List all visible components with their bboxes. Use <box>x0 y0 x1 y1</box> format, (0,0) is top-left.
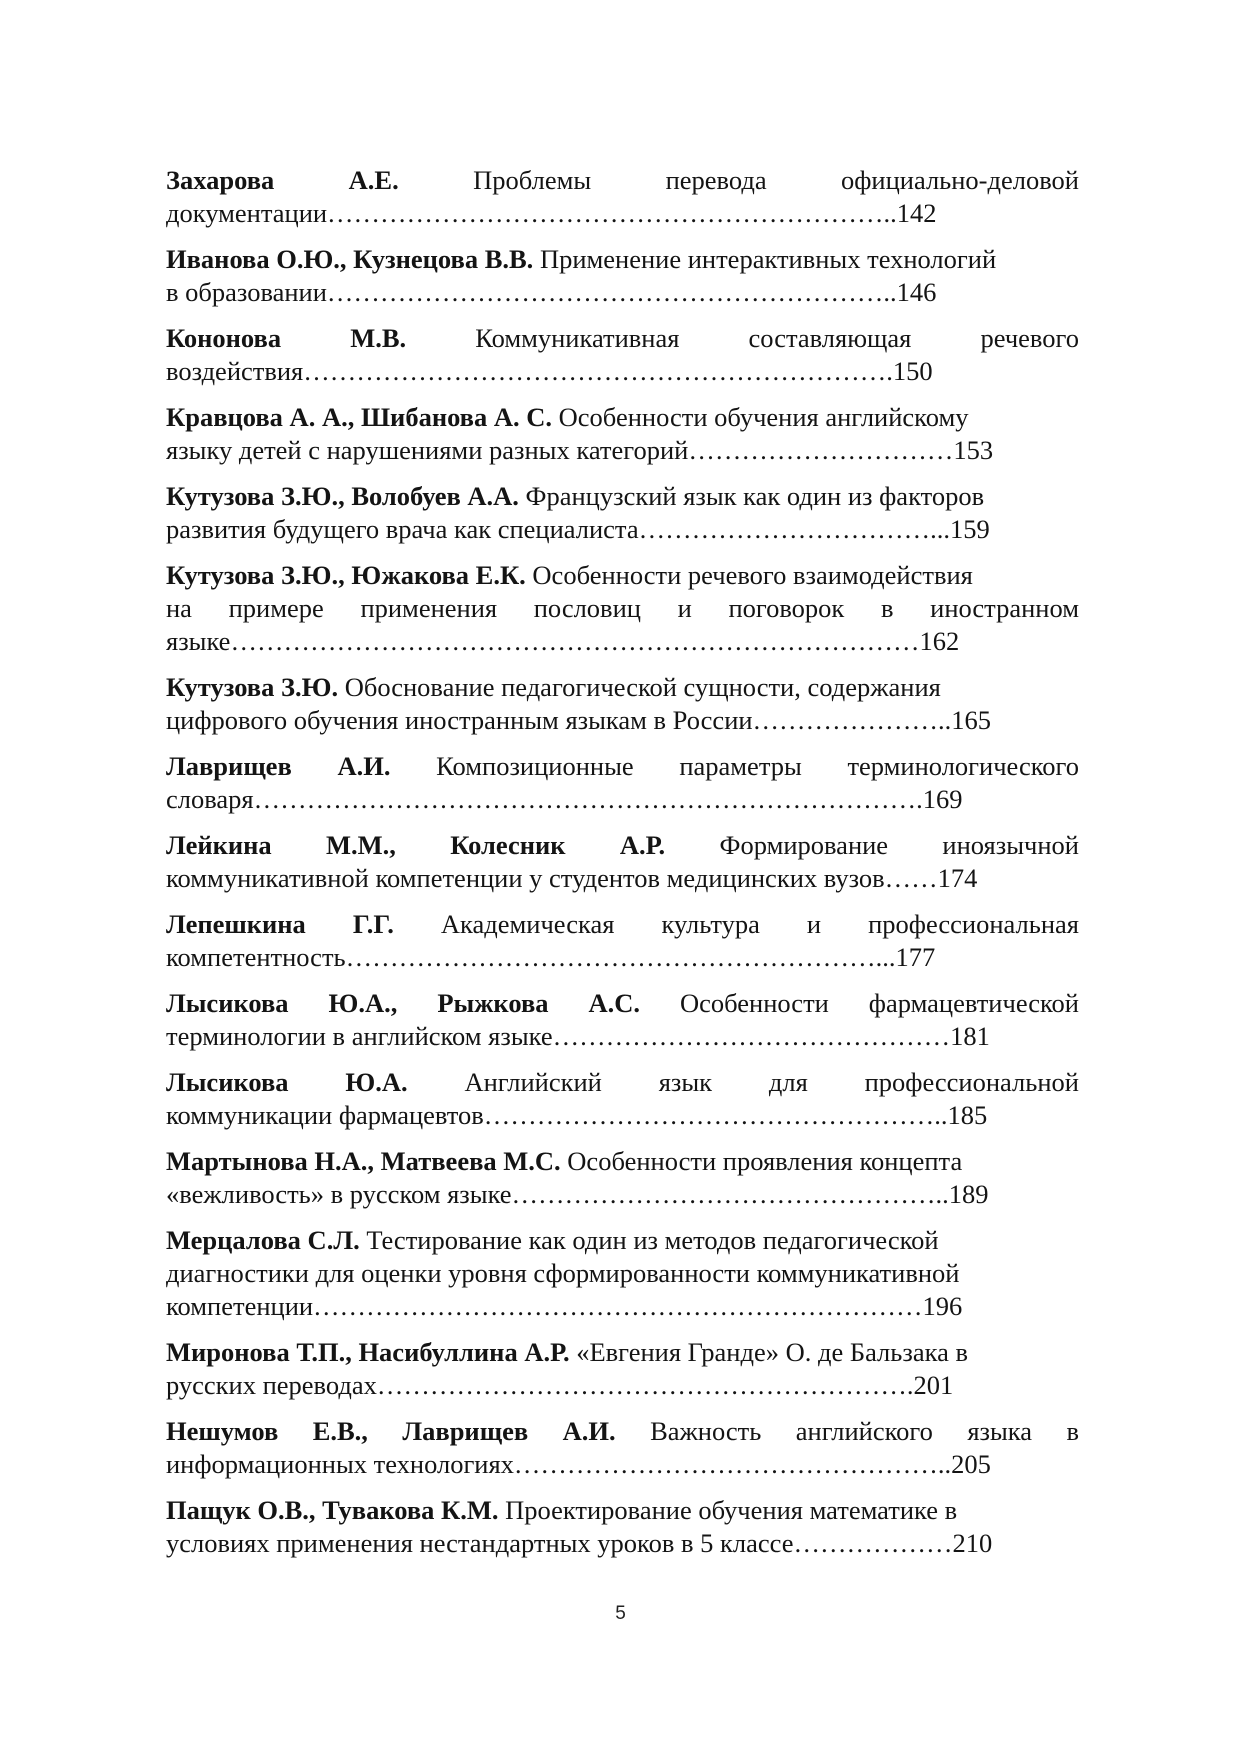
entry-title-word: в <box>1066 1416 1079 1446</box>
toc-entry-line <box>166 197 1079 230</box>
toc-entry-line <box>166 1448 1079 1481</box>
entry-title-word: поговорок <box>728 593 845 623</box>
toc-entry <box>166 1224 1079 1323</box>
entry-title-word: фармацевтической <box>868 988 1079 1018</box>
entry-title-word: профессиональной <box>864 1067 1079 1097</box>
entry-author-word: А.И. <box>337 751 391 781</box>
entry-author-word: Лысикова <box>166 1067 289 1097</box>
entry-author-word: Лейкина <box>166 830 272 860</box>
entry-title: Особенности речевого взаимодействия <box>525 560 973 590</box>
toc-entry-line <box>166 1145 1079 1178</box>
entry-author-word: Лепешкина <box>166 909 306 939</box>
entry-author-word: Кононова <box>166 323 282 353</box>
toc-entry-line <box>166 987 1079 1020</box>
entry-author-word: М.М., <box>326 830 396 860</box>
entry-title-word: Проблемы <box>473 165 592 195</box>
entry-text: условиях применения нестандартных уроков в 5 классе………………210 <box>166 1528 993 1558</box>
entry-title: Особенности обучения английскому <box>552 402 969 432</box>
toc-entry-line <box>166 1099 1079 1132</box>
entry-title-word: английского <box>795 1416 933 1446</box>
entry-title-word: Особенности <box>679 988 829 1018</box>
entry-title-word: параметры <box>679 751 802 781</box>
entry-author-word: Колесник <box>450 830 566 860</box>
entry-authors: Миронова Т.П., Насибуллина А.Р. <box>166 1337 570 1367</box>
toc-entry-line <box>166 1369 1079 1402</box>
entry-title-word: для <box>768 1067 808 1097</box>
entry-authors: Иванова О.Ю., Кузнецова В.В. <box>166 244 534 274</box>
toc-entry <box>166 1494 1079 1560</box>
toc-entry-line <box>166 941 1079 974</box>
toc-entry-line <box>166 276 1079 309</box>
entry-title: Тестирование как один из методов педагогической <box>359 1225 939 1255</box>
entry-author-word: Ю.А., <box>328 988 398 1018</box>
toc-entry <box>166 829 1079 895</box>
entry-text: компетентность……………………………………………………...177 <box>166 942 936 972</box>
entry-title-word: Композиционные <box>436 751 634 781</box>
entry-title-word: речевого <box>980 323 1079 353</box>
toc-entry <box>166 671 1079 737</box>
toc-entry <box>166 908 1079 974</box>
toc-entry-line <box>166 829 1079 862</box>
entry-text: информационных технологиях…………………………………………..205 <box>166 1449 991 1479</box>
entry-title-word: Важность <box>650 1416 762 1446</box>
entry-title-word: применения <box>360 593 498 623</box>
entry-title-word: примере <box>228 593 324 623</box>
toc-entry <box>166 1145 1079 1211</box>
toc-entry-line <box>166 355 1079 388</box>
entry-author-word: Г.Г. <box>352 909 394 939</box>
toc-entry-line <box>166 783 1079 816</box>
entry-authors: Пащук О.В., Тувакова К.М. <box>166 1495 499 1525</box>
toc-entry-line <box>166 1178 1079 1211</box>
page-number: 5 <box>615 1603 626 1624</box>
toc-entry <box>166 1415 1079 1481</box>
toc-entry-line <box>166 480 1079 513</box>
toc-entry-line <box>166 1020 1079 1053</box>
entry-text: коммуникации фармацевтов……………………………………………..185 <box>166 1100 988 1130</box>
entry-title-word: терминологического <box>847 751 1079 781</box>
entry-authors: Кутузова З.Ю., Волобуев А.А. <box>166 481 519 511</box>
toc-entry-line <box>166 1527 1079 1560</box>
entry-author-word: Лаврищев <box>402 1416 529 1446</box>
entry-title-word: составляющая <box>748 323 912 353</box>
entry-title-word: перевода <box>665 165 767 195</box>
entry-text: «вежливость» в русском языке…………………………………………..189 <box>166 1179 989 1209</box>
entry-author-word: Е.В., <box>312 1416 368 1446</box>
entry-author-word: Лысикова <box>166 988 289 1018</box>
toc-entry-line <box>166 559 1079 592</box>
entry-authors: Кутузова З.Ю., Южакова Е.К. <box>166 560 526 590</box>
toc-entry-line <box>166 862 1079 895</box>
toc-entry-line <box>166 592 1079 625</box>
entry-text: компетенции……………………………………………………………196 <box>166 1291 963 1321</box>
entry-text: языку детей с нарушениями разных категорий…………………………153 <box>166 435 994 465</box>
toc-entry <box>166 559 1079 658</box>
entry-author-word: А.И. <box>562 1416 616 1446</box>
entry-text: развития будущего врача как специалиста……………………………...159 <box>166 514 990 544</box>
entry-title: Французский язык как один из факторов <box>518 481 985 511</box>
toc-entry-line <box>166 1336 1079 1369</box>
entry-text: диагностики для оценки уровня сформированности коммуникативной <box>166 1258 960 1288</box>
entry-author-word: А.С. <box>588 988 641 1018</box>
entry-authors: Кутузова З.Ю. <box>166 672 339 702</box>
entry-title-word: иностранном <box>930 593 1079 623</box>
entry-text: языке……………………………………………………………………162 <box>166 626 960 656</box>
entry-title-word: официально-деловой <box>840 165 1079 195</box>
entry-title: Проектирование обучения математике в <box>498 1495 958 1525</box>
toc-entry <box>166 480 1079 546</box>
toc-entry-line <box>166 1494 1079 1527</box>
entry-title: Применение интерактивных технологий <box>533 244 997 274</box>
entry-text: в образовании………………………………………………………..146 <box>166 277 937 307</box>
entry-title-word: иноязычной <box>942 830 1079 860</box>
entry-author-word: Нешумов <box>166 1416 279 1446</box>
toc-entry-line <box>166 704 1079 737</box>
entry-author-word: Лаврищев <box>166 751 292 781</box>
entry-text: цифрового обучения иностранным языкам в России…………………..165 <box>166 705 992 735</box>
toc-entry-line <box>166 401 1079 434</box>
entry-author-word: Захарова <box>166 165 275 195</box>
toc-entry <box>166 1066 1079 1132</box>
entry-title: Особенности проявления концепта <box>560 1146 963 1176</box>
entry-title-word: Формирование <box>719 830 889 860</box>
toc-entry-line <box>166 625 1079 658</box>
toc-entry-line <box>166 908 1079 941</box>
entry-author-word: Ю.А. <box>345 1067 408 1097</box>
toc-entry-line <box>166 750 1079 783</box>
entry-author-word: М.В. <box>350 323 407 353</box>
entry-title-word: языка <box>967 1416 1033 1446</box>
toc-entry-line <box>166 322 1079 355</box>
entry-author-word: Рыжкова <box>437 988 549 1018</box>
entry-authors: Мерцалова С.Л. <box>166 1225 360 1255</box>
table-of-contents <box>166 164 1079 1573</box>
entry-title-word: Коммуникативная <box>475 323 680 353</box>
entry-text: документации………………………………………………………..142 <box>166 198 937 228</box>
toc-entry-line <box>166 1257 1079 1290</box>
toc-entry-line <box>166 1224 1079 1257</box>
toc-entry <box>166 750 1079 816</box>
entry-text: воздействия………………………………………………………….150 <box>166 356 933 386</box>
entry-title: «Евгения Гранде» О. де Бальзака в <box>569 1337 968 1367</box>
toc-entry-line <box>166 164 1079 197</box>
toc-entry-line <box>166 1290 1079 1323</box>
entry-author-word: А.Р. <box>619 830 666 860</box>
entry-title-word: и <box>806 909 822 939</box>
toc-entry-line <box>166 243 1079 276</box>
entry-authors: Мартынова Н.А., Матвеева М.С. <box>166 1146 561 1176</box>
entry-title-word: язык <box>658 1067 713 1097</box>
entry-author-word: А.Е. <box>348 165 399 195</box>
toc-entry-line <box>166 434 1079 467</box>
entry-text: коммуникативной компетенции у студентов медицинских вузов……174 <box>166 863 978 893</box>
toc-entry <box>166 322 1079 388</box>
entry-text: терминологии в английском языке………………………………………181 <box>166 1021 990 1051</box>
entry-title-word: в <box>880 593 894 623</box>
entry-title-word: на <box>166 593 192 623</box>
toc-entry-line <box>166 1415 1079 1448</box>
entry-title-word: пословиц <box>533 593 641 623</box>
toc-entry <box>166 1336 1079 1402</box>
toc-entry-line <box>166 671 1079 704</box>
entry-title-word: Академическая <box>440 909 615 939</box>
toc-entry <box>166 164 1079 230</box>
entry-text: русских переводах…………………………………………………….201 <box>166 1370 954 1400</box>
toc-entry-line <box>166 1066 1079 1099</box>
entry-title-word: профессиональная <box>868 909 1079 939</box>
toc-entry-line <box>166 513 1079 546</box>
entry-authors: Кравцова А. А., Шибанова А. С. <box>166 402 553 432</box>
entry-title-word: Английский <box>464 1067 602 1097</box>
entry-text: словаря………………………………………………………………….169 <box>166 784 963 814</box>
toc-entry <box>166 987 1079 1053</box>
entry-title-word: культура <box>661 909 760 939</box>
entry-title-word: и <box>677 593 692 623</box>
entry-title: Обоснование педагогической сущности, содержания <box>338 672 941 702</box>
toc-entry <box>166 401 1079 467</box>
toc-entry <box>166 243 1079 309</box>
